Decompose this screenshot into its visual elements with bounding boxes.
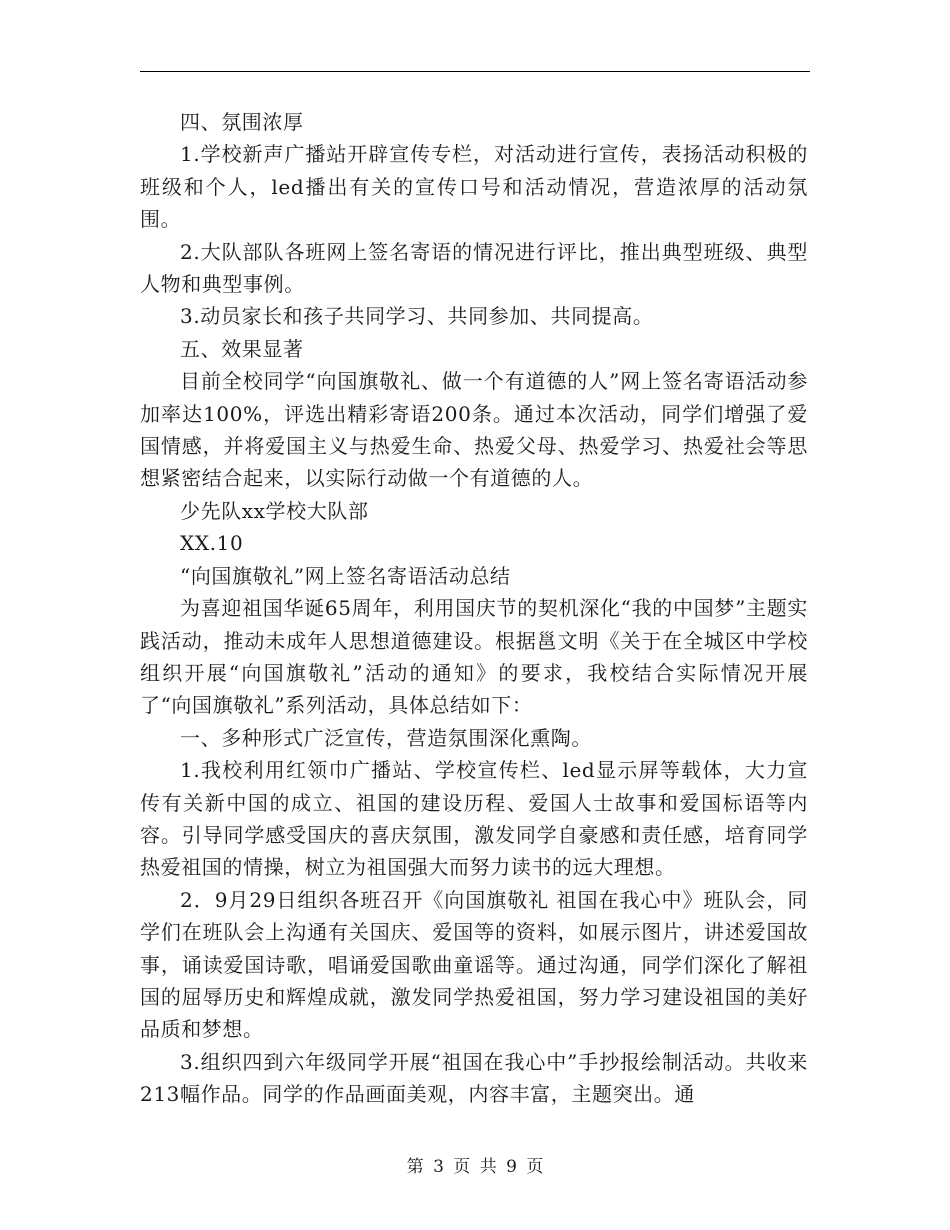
section-heading-5: 五、效果显著	[180, 336, 304, 361]
document-body	[140, 106, 808, 1111]
section-heading-1: 一、多种形式广泛宣传，营造氛围深化熏陶。	[180, 725, 592, 750]
paragraph: 1.学校新声广播站开辟宣传专栏，对活动进行宣传，表扬活动积极的班级和个人，led播出有关的宣传口号和活动情况，营造浓厚的活动氛围。	[140, 142, 808, 232]
paragraph: 2.大队部队各班网上签名寄语的情况进行评比，推出典型班级、典型人物和典型事例。	[140, 239, 808, 297]
paragraph: 2．9月29日组织各班召开《向国旗敬礼 祖国在我心中》班队会，同学们在班队会上沟通有关国庆、爱国等的资料，如展示图片，讲述爱国故事，诵读爱国诗歌，唱诵爱国歌曲童谣等。通过沟通，同学们深化了解祖国的屈辱历史和辉煌成就，激发同学热爱祖国，努力学习建设祖国的美好品质和梦想。	[140, 887, 808, 1042]
document-title: “向国旗敬礼”网上签名寄语活动总结	[180, 563, 511, 588]
paragraph: 3.组织四到六年级同学开展“祖国在我心中”手抄报绘制活动。共收来213幅作品。同学的作品画面美观，内容丰富，主题突出。通	[140, 1049, 808, 1107]
header-rule	[140, 71, 810, 72]
section-heading-4: 四、氛围浓厚	[180, 110, 304, 134]
paragraph: 1.我校利用红领巾广播站、学校宣传栏、led显示屏等载体，大力宣传有关新中国的成立、祖国的建设历程、爱国人士故事和爱国标语等内容。引导同学感受国庆的喜庆氛围，激发同学自豪感和责任感，培育同学热爱祖国的情操，树立为祖国强大而努力读书的远大理想。	[140, 758, 808, 880]
signature-date: XX.10	[180, 531, 244, 556]
page-number-footer: 第 3 页 共 9 页	[406, 1157, 544, 1177]
paragraph: 为喜迎祖国华诞65周年，利用国庆节的契机深化“我的中国梦”主题实践活动，推动未成年人思想道德建设。根据邕文明《关于在全城区中学校组织开展“向国旗敬礼”活动的通知》的要求，我校结合实际情况开展了“向国旗敬礼”系列活动，具体总结如下：	[140, 596, 808, 718]
paragraph: 3.动员家长和孩子共同学习、共同参加、共同提高。	[180, 304, 654, 329]
paragraph: 目前全校同学“向国旗敬礼、做一个有道德的人”网上签名寄语活动参加率达100%，评选出精彩寄语200条。通过本次活动，同学们增强了爱国情感，并将爱国主义与热爱生命、热爱父母、热爱学习、热爱社会等思想紧密结合起来，以实际行动做一个有道德的人。	[140, 369, 808, 491]
signature-org: 少先队xx学校大队部	[180, 498, 369, 523]
